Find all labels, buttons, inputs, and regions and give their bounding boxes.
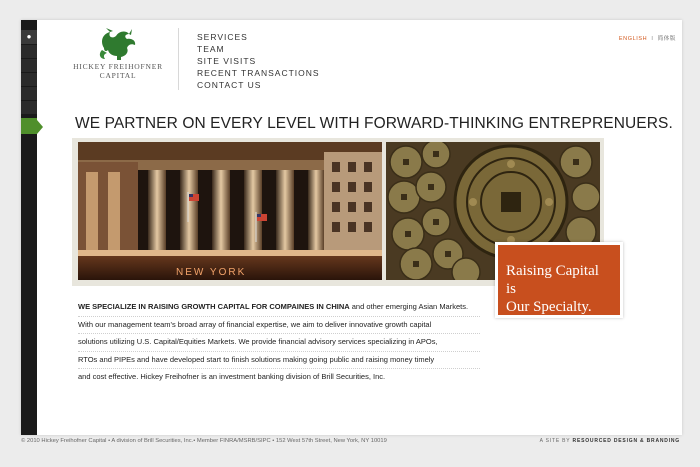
credit-link[interactable]: RESOURCED DESIGN & BRANDING [572,438,680,444]
rail-tab-1[interactable] [21,45,37,59]
side-rail [21,20,37,435]
logo-line-1: HICKEY FREIHOFNER [73,62,163,71]
intro-paragraph [78,299,480,386]
nav-item-services[interactable]: SERVICES [197,32,248,42]
rail-tab-3[interactable] [21,73,37,87]
page-headline: WE PARTNER ON EVERY LEVEL WITH FORWARD-THINKING ENTREPRENUERS. [75,115,673,132]
rail-active-arrow-icon [37,120,43,134]
header-divider [178,28,179,90]
intro-lead-rest: and other emerging Asian Markets. [349,302,469,311]
lang-separator: I [651,36,654,42]
footer-text: © 2010 Hickey Freihofner Capital • A division of Brill Securities, Inc.• Member FINRA/MSRB/SIPC • 152 West 57th Street, New York, NY 10019 [21,438,387,444]
tagline-box [495,242,623,318]
rail-tab-5[interactable] [21,101,37,115]
credit-prefix: A SITE BY [539,438,571,444]
rail-tab-4[interactable] [21,87,37,101]
tagline-line-2: Our Specialty. [506,299,592,315]
stock-exchange-photo [78,142,382,280]
logo[interactable] [73,28,163,80]
logo-line-2: CAPITAL [99,71,137,80]
language-switcher [619,34,676,42]
rail-tab-2[interactable] [21,59,37,73]
nav-item-team[interactable]: TEAM [197,44,225,54]
tagline-line-1: Raising Capital is [506,263,599,297]
intro-line-3: solutions utilizing U.S. Capital/Equities Markets. We provide financial advisory services specializing in APOs, [78,334,480,352]
intro-line-5: and cost effective. Hickey Freihofner is an investment banking division of Brill Securities, Inc. [78,372,386,381]
rail-tab-active[interactable] [21,118,37,135]
dragon-logo-icon [96,28,140,62]
intro-line-1 [78,299,480,317]
home-icon[interactable]: ● [21,30,37,45]
main-nav [197,31,320,91]
intro-line-2: With our management team's broad array of financial expertise, we aim to deliver innovative growth capital [78,317,480,335]
nav-item-contact-us[interactable]: CONTACT US [197,80,262,90]
intro-line-4: RTOs and PIPEs and have developed start to finish solutions making going public and raising money timely [78,352,480,370]
nav-item-site-visits[interactable]: SITE VISITS [197,56,257,66]
lang-chinese-link[interactable]: 简体版 [657,36,676,42]
lang-english-link[interactable]: ENGLISH [618,36,648,42]
nav-item-recent-transactions[interactable]: RECENT TRANSACTIONS [197,68,320,78]
site-credit [540,438,680,444]
intro-lead-bold: WE SPECIALIZE IN RAISING GROWTH CAPITAL FOR COMPAINES IN CHINA [78,302,350,311]
new-york-sign: NEW YORK [176,267,247,278]
